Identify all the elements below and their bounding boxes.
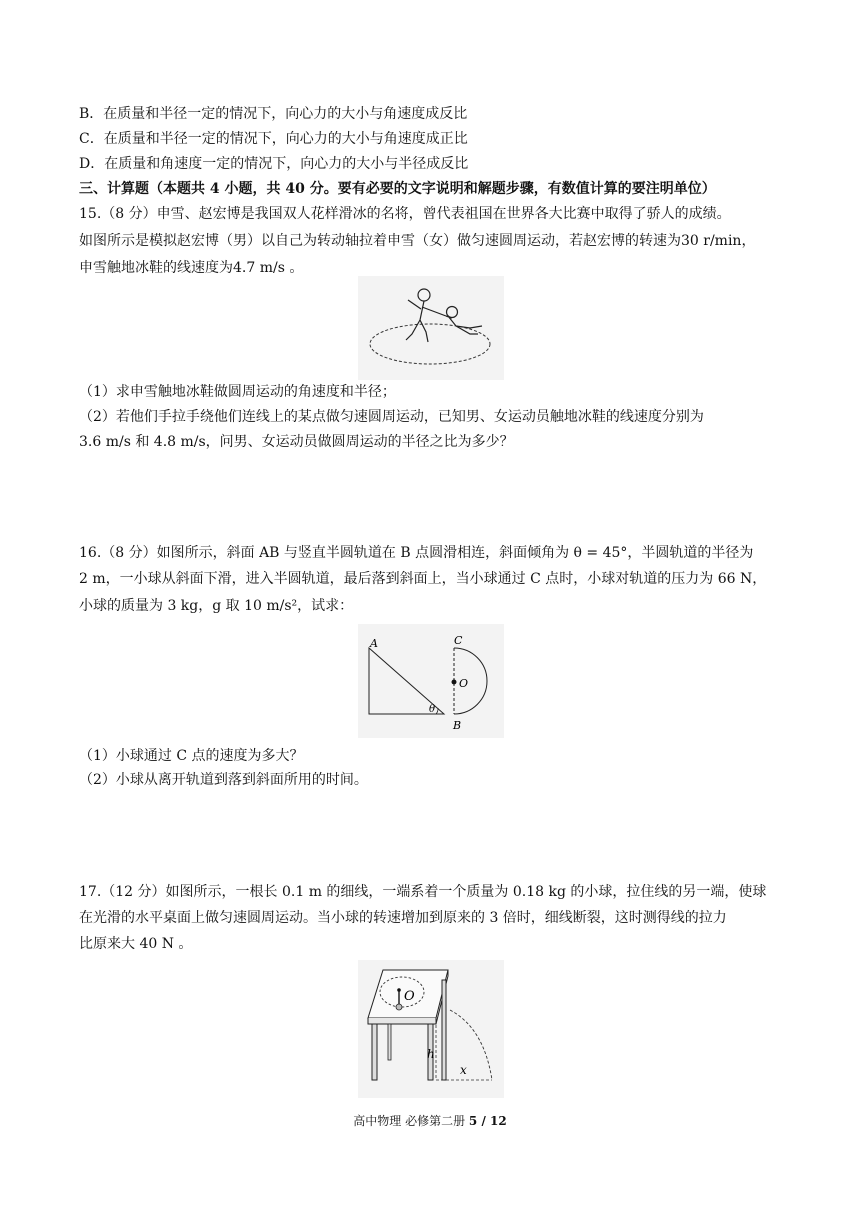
- footer-book: 高中物理 必修第二册: [353, 1114, 466, 1128]
- label-o: O: [459, 677, 469, 690]
- label-o-table: O: [404, 989, 415, 1004]
- page-footer: [0, 1112, 860, 1129]
- label-h: h: [427, 1047, 435, 1061]
- label-a: A: [370, 637, 378, 650]
- q15-sub1: （1）求申雪触地冰鞋做圆周运动的角速度和半径；: [79, 384, 396, 400]
- figure-table: [358, 960, 504, 1098]
- figure-incline-semicircle: [358, 624, 504, 738]
- section-heading: 三、计算题（本题共 4 小题，共 40 分。要有必要的文字说明和解题步骤，有数值计算的要注明单位）: [79, 181, 716, 197]
- q16-sub2: （2）小球从离开轨道到落到斜面所用的时间。: [79, 772, 368, 788]
- q17-line1: 17.（12 分）如图所示，一根长 0.1 m 的细线，一端系着一个质量为 0.18 kg 的小球，拉住线的另一端，使球: [79, 884, 767, 900]
- q16-line2: 2 m，一小球从斜面下滑，进入半圆轨道，最后落到斜面上，当小球通过 C 点时，小球对轨道的压力为 66 N，: [79, 571, 767, 587]
- q17-line3: 比原来大 40 N 。: [79, 936, 193, 952]
- q15-line3: 申雪触地冰鞋的线速度为4.7 m/s 。: [79, 260, 304, 276]
- choice-c: C．在质量和半径一定的情况下，向心力的大小与角速度成正比: [79, 131, 468, 147]
- label-b: B: [453, 719, 462, 732]
- q15-sub2a: （2）若他们手拉手绕他们连线上的某点做匀速圆周运动，已知男、女运动员触地冰鞋的线速度分别为: [79, 409, 704, 425]
- footer-page: 5 / 12: [468, 1114, 507, 1128]
- choice-b: B．在质量和半径一定的情况下，向心力的大小与角速度成反比: [79, 106, 468, 122]
- q15-sub2b: 3.6 m/s 和 4.8 m/s，问男、女运动员做圆周运动的半径之比为多少？: [79, 434, 514, 450]
- q17-line2: 在光滑的水平桌面上做匀速圆周运动。当小球的转速增加到原来的 3 倍时，细线断裂，这时测得线的拉力: [79, 910, 727, 926]
- q16-sub1: （1）小球通过 C 点的速度为多大？: [79, 748, 304, 764]
- figure-skaters: [358, 276, 504, 380]
- choice-d: D．在质量和角速度一定的情况下，向心力的大小与半径成反比: [79, 156, 469, 172]
- label-x: x: [460, 1063, 467, 1077]
- q15-line2: 如图所示是模拟赵宏博（男）以自己为转动轴拉着申雪（女）做匀速圆周运动，若赵宏博的转速为30 r/min，: [79, 233, 756, 249]
- label-c: C: [454, 634, 463, 647]
- q16-line3: 小球的质量为 3 kg，g 取 10 m/s²，试求：: [79, 598, 354, 614]
- q16-line1: 16.（8 分）如图所示，斜面 AB 与竖直半圆轨道在 B 点圆滑相连，斜面倾角为 θ = 45°，半圆轨道的半径为: [79, 545, 754, 561]
- label-theta: θ: [429, 704, 436, 715]
- q15-line1: 15.（8 分）申雪、赵宏博是我国双人花样滑冰的名将，曾代表祖国在世界各大比赛中取得了骄人的成绩。: [79, 206, 731, 222]
